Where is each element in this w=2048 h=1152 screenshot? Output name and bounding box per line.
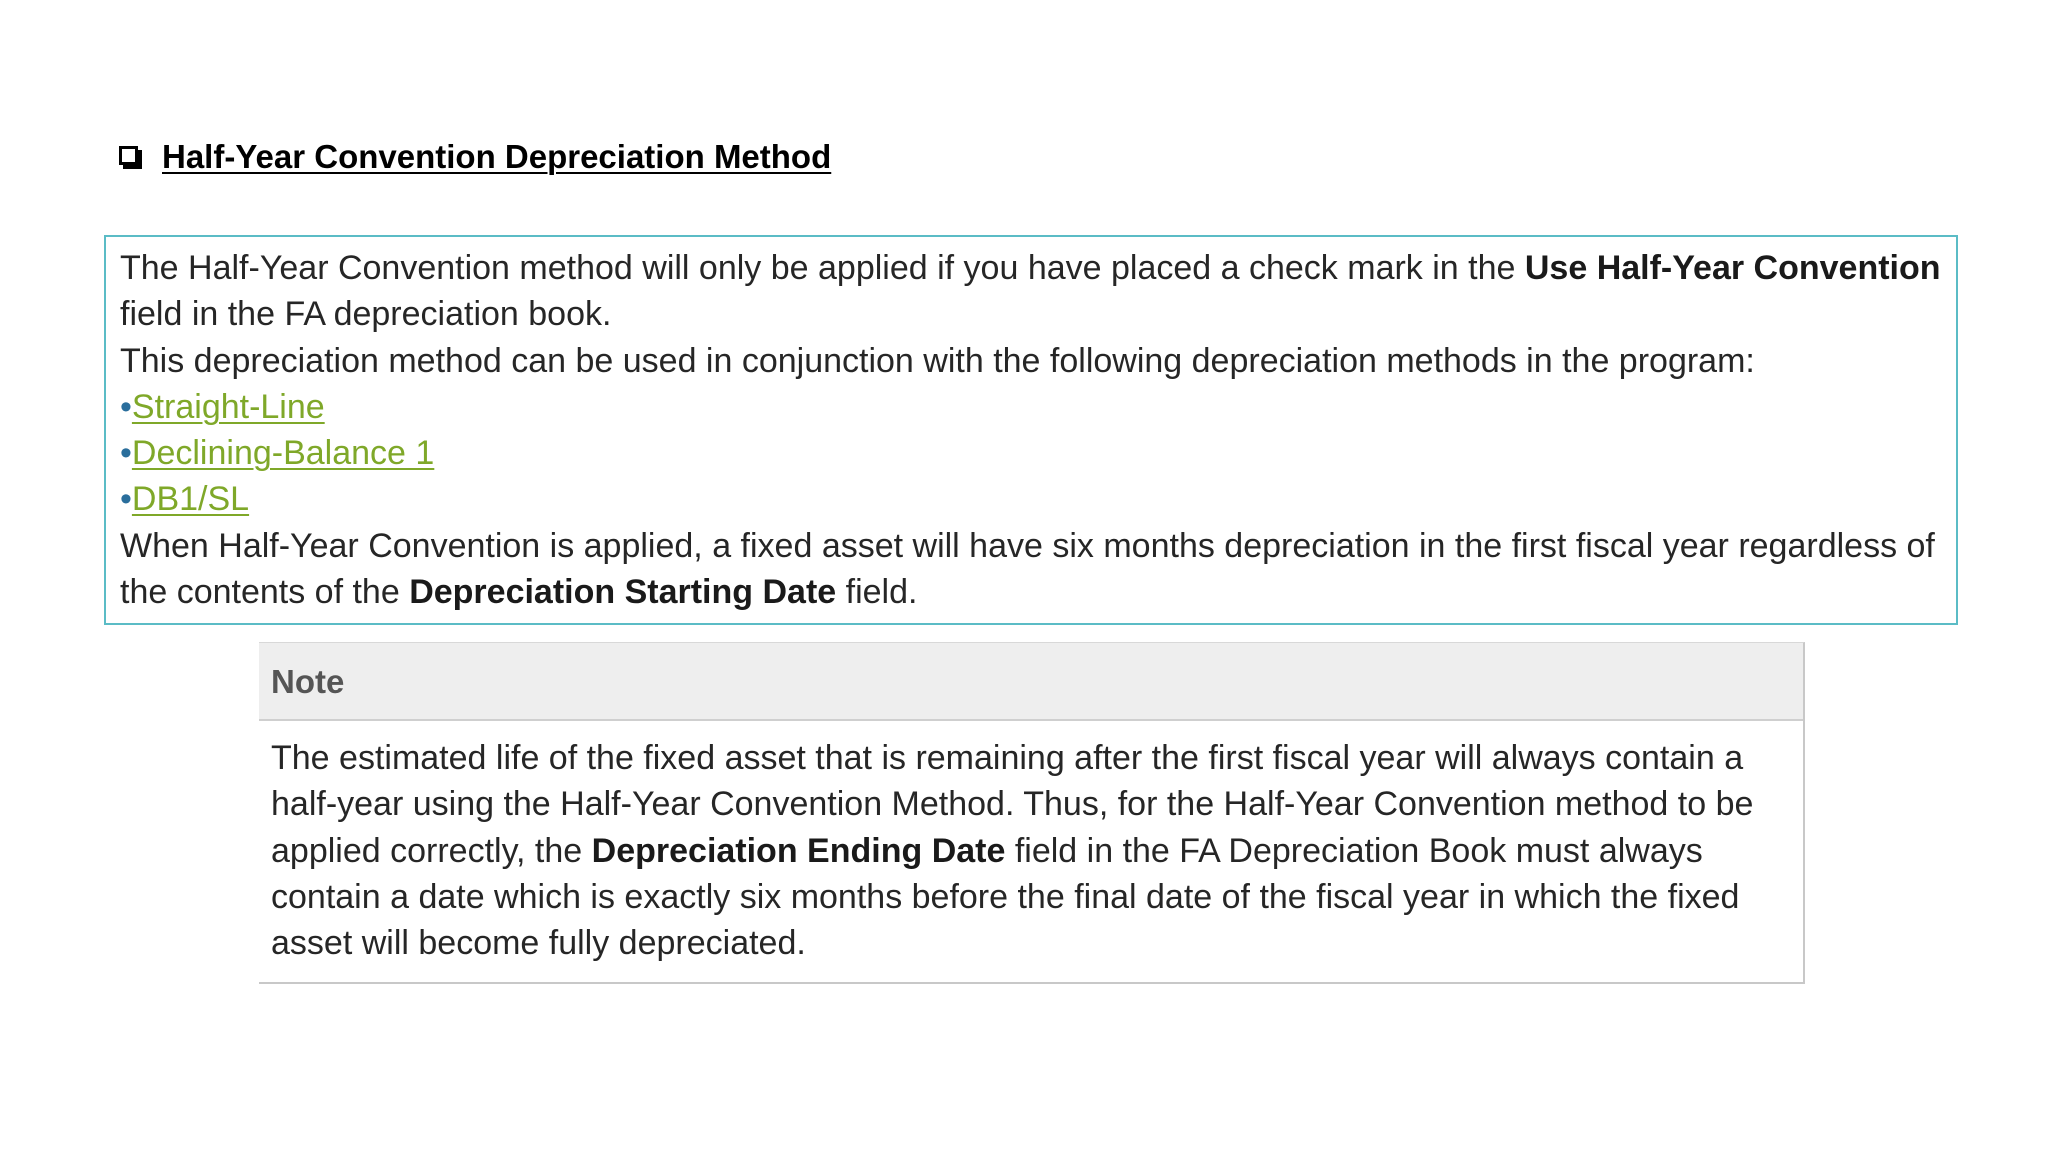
method-list-item [120, 476, 1942, 522]
depreciation-starting-date-term: Depreciation Starting Date [409, 573, 837, 612]
section-heading [119, 138, 831, 176]
description-box [104, 235, 1958, 625]
checkbox-bullet-icon [119, 146, 138, 165]
method-list-item [120, 430, 1942, 476]
methods-paragraph: This depreciation method can be used in conjunction with the following depreciation methods in the program: [120, 341, 1755, 380]
section-title: Half-Year Convention Depreciation Method [162, 138, 832, 175]
bullet-icon: • [120, 434, 132, 473]
note-box [259, 642, 1805, 984]
db1-sl-link[interactable]: DB1/SL [131, 480, 250, 519]
applied-paragraph: When Half-Year Convention is applied, a fixed asset will have six months depreciation in the first fiscal year regardless of the contents of the Depreciation Starting Date field. [120, 526, 1935, 612]
declining-balance-1-link[interactable]: Declining-Balance 1 [131, 434, 435, 473]
straight-line-link[interactable]: Straight-Line [131, 387, 325, 426]
note-body: The estimated life of the fixed asset that is remaining after the first fiscal year will always contain a half-year using the Half-Year Convention Method. Thus, for the Half-Year Convention method to be applied correctly, the Depreciation Ending Date field in the FA Depreciation Book must always contain a date which is exactly six months before the final date of the fiscal year in which the fixed asset will become fully depreciated. [271, 739, 1754, 963]
method-list-item [120, 384, 1942, 430]
depreciation-ending-date-term: Depreciation Ending Date [591, 831, 1006, 870]
intro-paragraph: The Half-Year Convention method will only be applied if you have placed a check mark in the Use Half-Year Convention field in the FA depreciation book. [120, 249, 1941, 334]
note-header: Note [259, 643, 1803, 721]
use-half-year-convention-term: Use Half-Year Convention [1524, 249, 1941, 287]
bullet-icon: • [120, 387, 132, 426]
bullet-icon: • [120, 480, 132, 519]
